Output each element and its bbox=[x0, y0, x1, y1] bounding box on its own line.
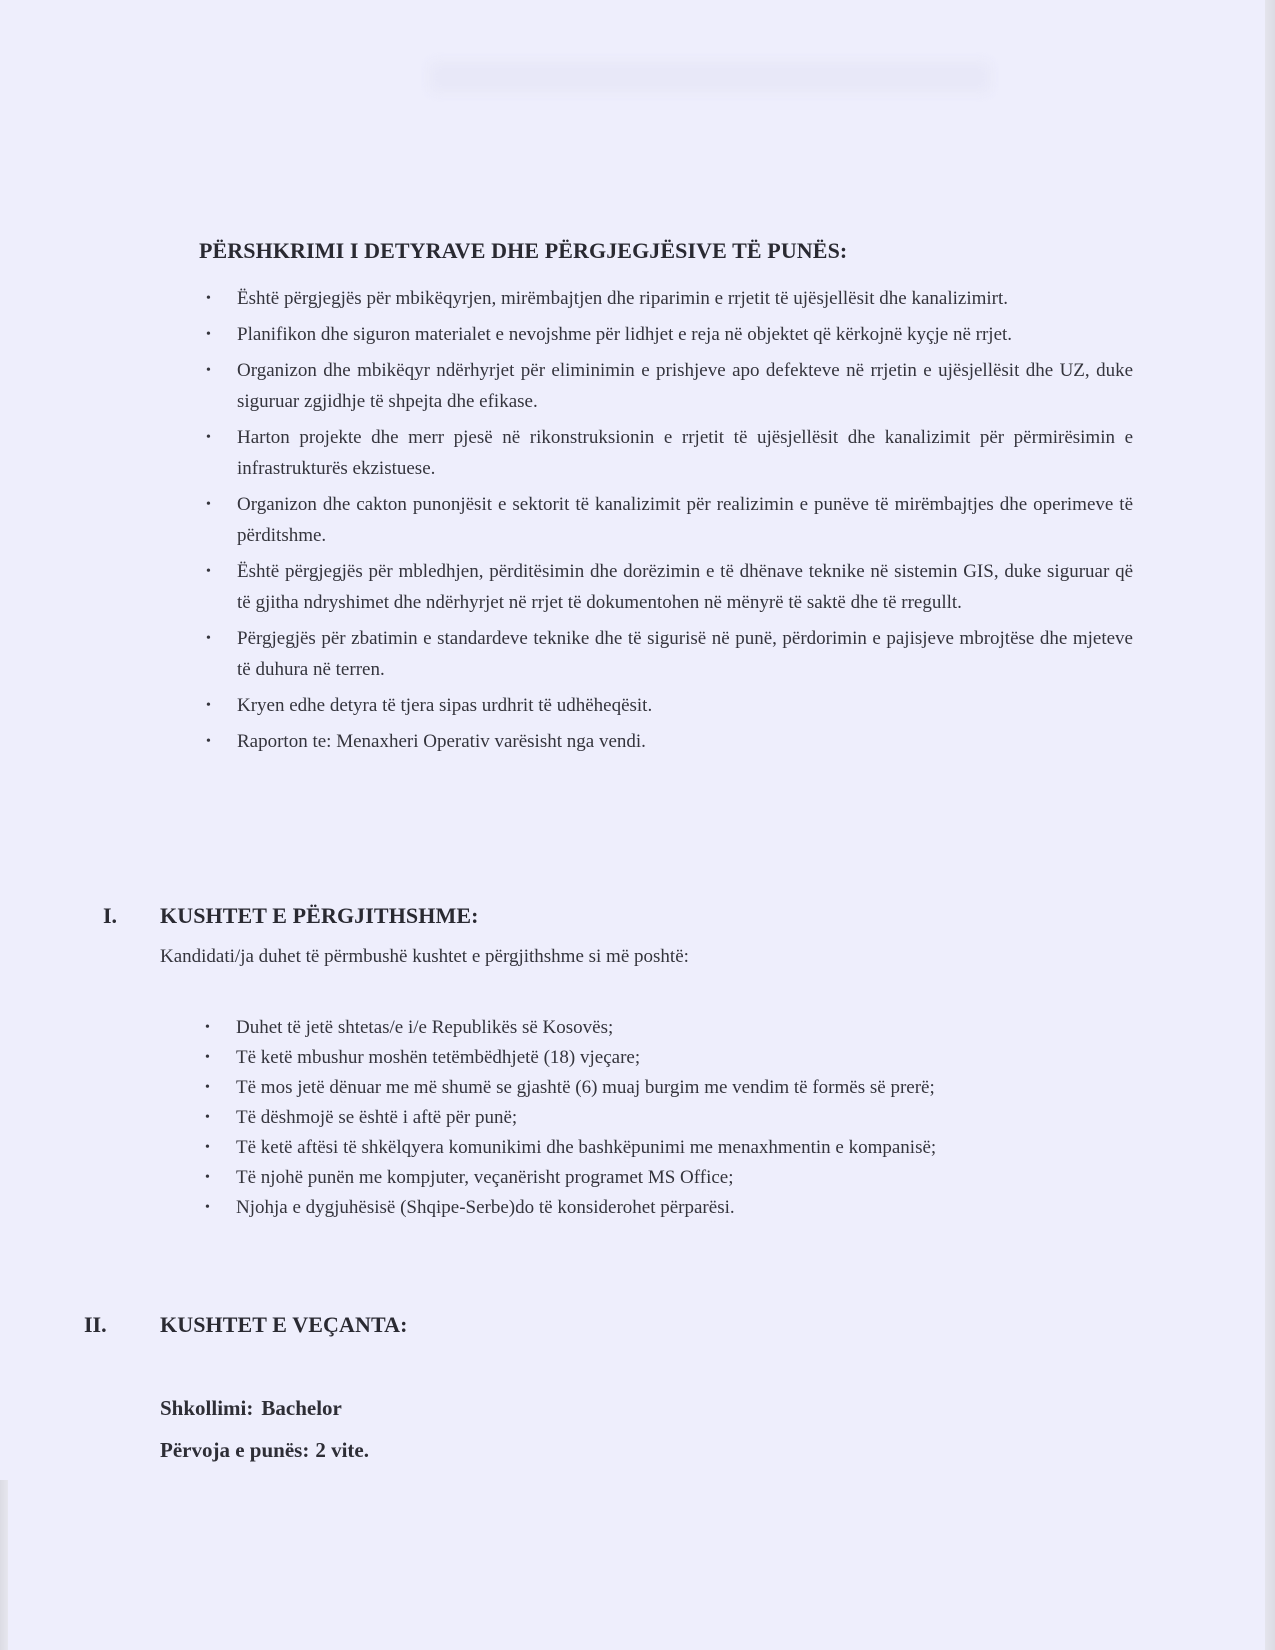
scan-bleed-through bbox=[430, 62, 990, 92]
bullet-icon: • bbox=[206, 497, 211, 512]
experience-label: Përvoja e punës: bbox=[160, 1438, 310, 1462]
duty-item bbox=[206, 283, 1133, 314]
duty-item bbox=[206, 355, 1133, 417]
condition-text: Të mos jetë dënuar me më shumë se gjashtë (6) muaj burgim me vendim të formës së prerë; bbox=[236, 1077, 935, 1098]
condition-item bbox=[205, 1103, 1136, 1133]
duty-item bbox=[206, 319, 1133, 350]
duty-item bbox=[206, 623, 1133, 685]
duty-text: Raporton te: Menaxheri Operativ varësisht nga vendi. bbox=[237, 731, 646, 752]
duty-item bbox=[206, 422, 1133, 484]
condition-text: Duhet të jetë shtetas/e i/e Republikës së Kosovës; bbox=[236, 1017, 614, 1038]
bullet-icon: • bbox=[206, 363, 211, 378]
duty-text: Organizon dhe cakton punonjësit e sektorit të kanalizimit për realizimin e punëve të mirëmbajtjes dhe operimeve të përditshme. bbox=[237, 494, 1133, 546]
section-number-special: II. bbox=[84, 1312, 107, 1337]
duty-item bbox=[206, 489, 1133, 551]
bullet-icon: • bbox=[206, 430, 211, 445]
duty-text: Përgjegjës për zbatimin e standardeve teknike dhe të sigurisë në punë, përdorimin e pajisjeve mbrojtëse dhe mjeteve të duhura në terren. bbox=[237, 628, 1133, 680]
duties-heading: PËRSHKRIMI I DETYRAVE DHE PËRGJEGJËSIVE TË PUNËS: bbox=[199, 238, 848, 263]
condition-text: Të ketë aftësi të shkëlqyera komunikimi dhe bashkëpunimi me menaxhmentin e kompanisë; bbox=[236, 1137, 937, 1158]
condition-item bbox=[205, 1163, 1136, 1193]
general-conditions-intro: Kandidati/ja duhet të përmbushë kushtet e përgjithshme si më poshtë: bbox=[160, 946, 689, 967]
condition-text: Njohja e dygjuhësisë (Shqipe-Serbe)do të konsiderohet përparësi. bbox=[236, 1197, 735, 1218]
general-conditions-heading: KUSHTET E PËRGJITHSHME: bbox=[160, 903, 479, 928]
education-requirement bbox=[160, 1396, 342, 1421]
bullet-icon: • bbox=[206, 291, 211, 306]
bullet-icon: • bbox=[205, 1110, 210, 1125]
duties-list bbox=[206, 283, 1133, 762]
education-value: Bachelor bbox=[261, 1396, 342, 1420]
bullet-icon: • bbox=[205, 1080, 210, 1095]
duty-item bbox=[206, 556, 1133, 618]
general-conditions-list bbox=[205, 1013, 1136, 1223]
duty-item bbox=[206, 726, 1133, 757]
condition-item bbox=[205, 1133, 1136, 1163]
duty-text: Është përgjegjës për mbledhjen, përditësimin dhe dorëzimin e të dhënave teknike në sistemin GIS, duke siguruar që të gjitha ndryshimet dhe ndërhyrjet në rrjet të dokumentohen në mënyrë të saktë dhe të rregullt. bbox=[237, 561, 1133, 613]
bullet-icon: • bbox=[205, 1020, 210, 1035]
bullet-icon: • bbox=[206, 327, 211, 342]
duty-item bbox=[206, 690, 1133, 721]
experience-requirement bbox=[160, 1438, 369, 1463]
condition-item bbox=[205, 1073, 1136, 1103]
duty-text: Harton projekte dhe merr pjesë në rikonstruksionin e rrjetit të ujësjellësit dhe kanalizimit për përmirësimin e infrastrukturës ekzistuese. bbox=[237, 427, 1133, 479]
bullet-icon: • bbox=[205, 1170, 210, 1185]
duty-text: Është përgjegjës për mbikëqyrjen, mirëmbajtjen dhe riparimin e rrjetit të ujësjellësit dhe kanalizimirt. bbox=[237, 288, 1009, 309]
bullet-icon: • bbox=[206, 734, 211, 749]
education-label: Shkollimi: bbox=[160, 1396, 254, 1420]
special-conditions-heading: KUSHTET E VEÇANTA: bbox=[160, 1312, 408, 1337]
condition-item bbox=[205, 1013, 1136, 1043]
duty-text: Organizon dhe mbikëqyr ndërhyrjet për eliminimin e prishjeve apo defekteve në rrjetin e ujësjellësit dhe UZ, duke siguruar zgjidhje të shpejta dhe efikase. bbox=[237, 360, 1133, 412]
condition-text: Të ketë mbushur moshën tetëmbëdhjetë (18) vjeçare; bbox=[236, 1047, 641, 1068]
scan-edge-left bbox=[0, 1480, 8, 1650]
condition-item bbox=[205, 1193, 1136, 1223]
duty-text: Planifikon dhe siguron materialet e nevojshme për lidhjet e reja në objektet që kërkojnë kyçje në rrjet. bbox=[237, 324, 1013, 345]
condition-text: Të njohë punën me kompjuter, veçanërisht programet MS Office; bbox=[236, 1167, 734, 1188]
experience-value: 2 vite. bbox=[315, 1438, 369, 1462]
bullet-icon: • bbox=[206, 631, 211, 646]
bullet-icon: • bbox=[205, 1140, 210, 1155]
bullet-icon: • bbox=[206, 564, 211, 579]
bullet-icon: • bbox=[206, 698, 211, 713]
duty-text: Kryen edhe detyra të tjera sipas urdhrit të udhëheqësit. bbox=[237, 695, 653, 716]
condition-item bbox=[205, 1043, 1136, 1073]
bullet-icon: • bbox=[205, 1050, 210, 1065]
section-number-general: I. bbox=[103, 903, 118, 928]
scan-edge-right bbox=[1265, 0, 1275, 1650]
bullet-icon: • bbox=[205, 1200, 210, 1215]
condition-text: Të dëshmojë se është i aftë për punë; bbox=[236, 1107, 518, 1128]
